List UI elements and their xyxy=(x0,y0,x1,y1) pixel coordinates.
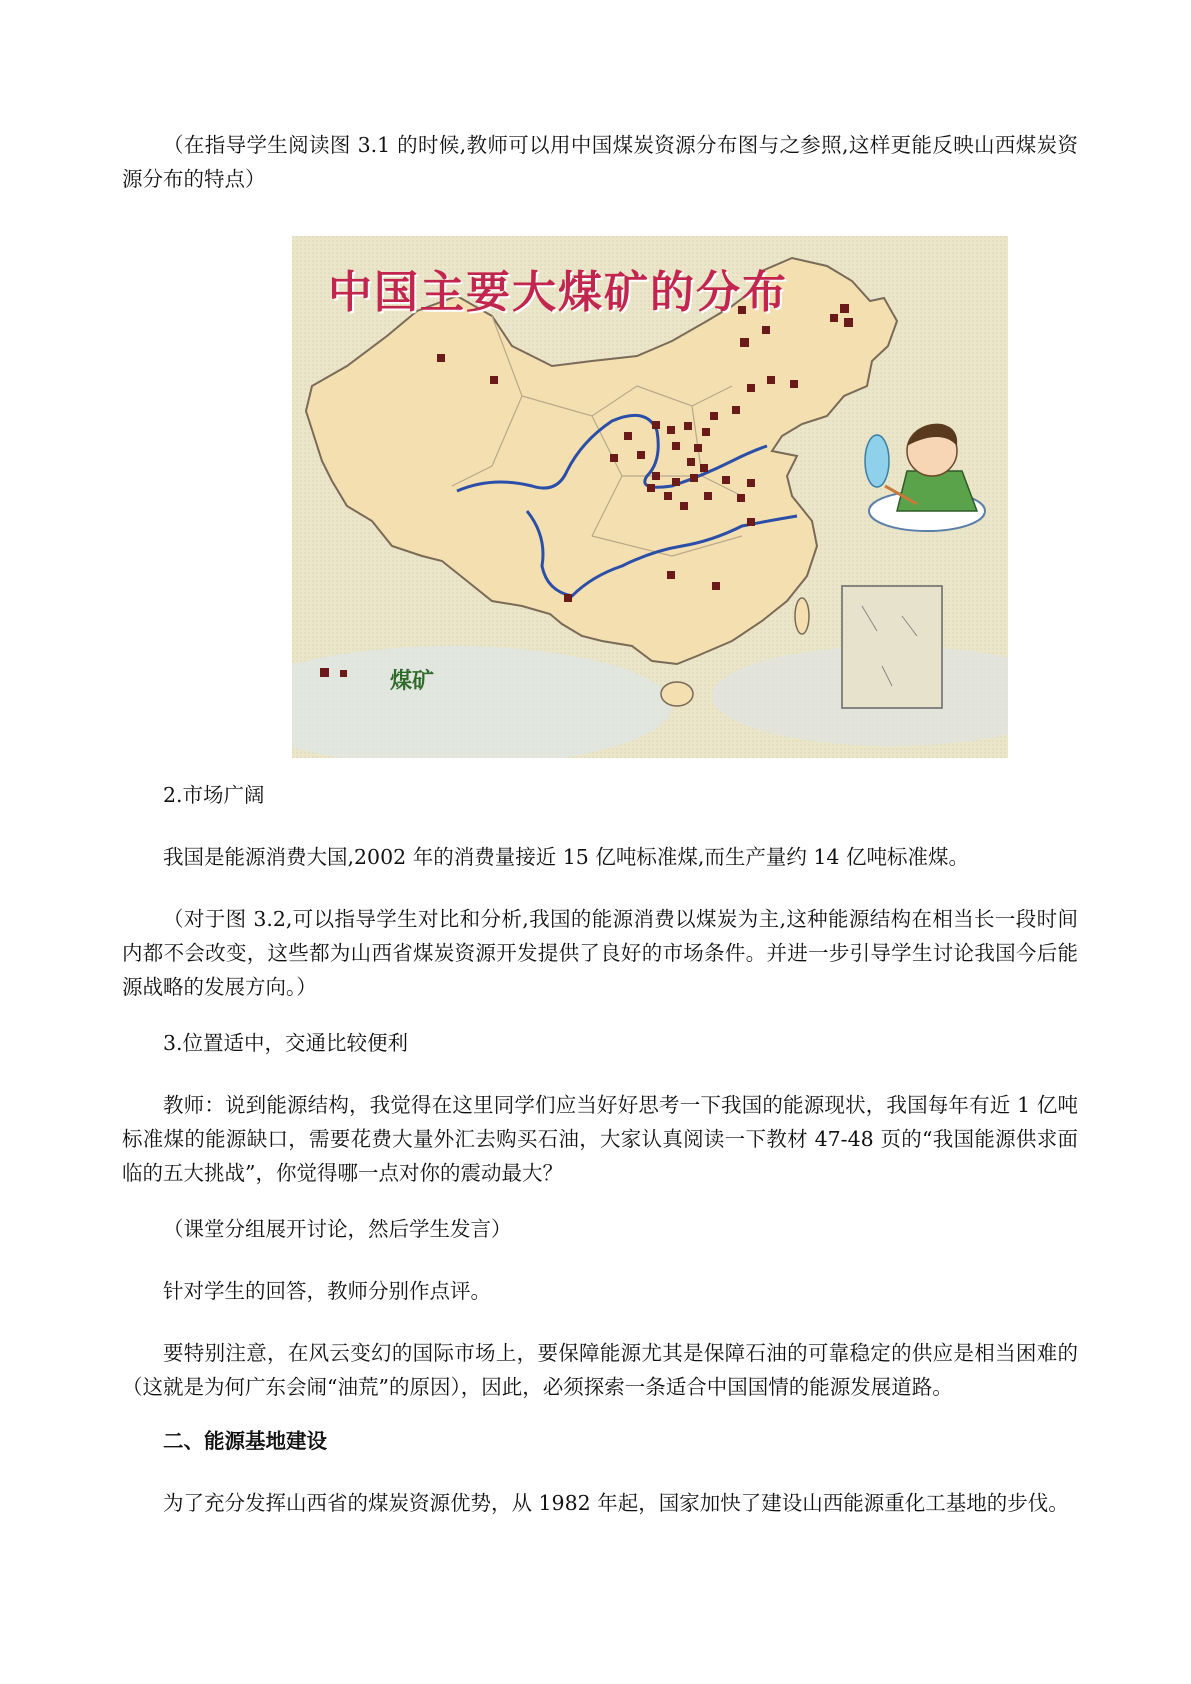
intro-note-paragraph: （在指导学生阅读图 3.1 的时候,教师可以用中国煤炭资源分布图与之参照,这样更能反映山西煤炭资源分布的特点） xyxy=(122,133,1078,191)
oil-supply-paragraph: 要特别注意，在风云变幻的国际市场上，要保障能源尤其是保障石油的可靠稳定的供应是相当困难的（这就是为何广东会闹“油荒”的原因），因此，必须探索一条适合中国国情的能源发展道路。 xyxy=(122,1341,1078,1399)
group-discussion-note: （课堂分组展开讨论，然后学生发言） xyxy=(163,1217,512,1241)
taiwan-island xyxy=(795,598,809,634)
legend-label: 煤矿 xyxy=(390,669,435,694)
legend-marker-small xyxy=(340,670,347,677)
section-heading-market: 2.市场广阔 xyxy=(163,783,265,807)
hainan-island xyxy=(661,682,693,706)
coal-mine-map-figure xyxy=(292,236,1008,758)
teacher-remarks-paragraph: 教师：说到能源结构，我觉得在这里同学们应当好好思考一下我国的能源现状，我国每年有近 1 亿吨标准煤的能源缺口，需要花费大量外汇去购买石油，大家认真阅读一下教材 47-48 页的“我国能源供求面临的五大挑战”，你觉得哪一点对你的震动最大？ xyxy=(122,1093,1078,1185)
legend-marker-large xyxy=(320,668,329,677)
energy-base-paragraph: 为了充分发挥山西省的煤炭资源优势，从 1982 年起，国家加快了建设山西能源重化工基地的步伐。 xyxy=(163,1491,1069,1515)
section-heading-energy-base: 二、能源基地建设 xyxy=(163,1429,327,1453)
south-china-sea-inset xyxy=(842,586,942,708)
consumption-paragraph: 我国是能源消费大国,2002 年的消费量接近 15 亿吨标准煤,而生产量约 14 亿吨标准煤。 xyxy=(163,845,969,869)
section-heading-location: 3.位置适中，交通比较便利 xyxy=(163,1031,409,1055)
figure-note-paragraph: （对于图 3.2,可以指导学生对比和分析,我国的能源消费以煤炭为主,这种能源结构在相当长一段时间内都不会改变，这些都为山西省煤炭资源开发提供了良好的市场条件。并进一步引导学生讨论我国今后能源战略的发展方向。） xyxy=(122,907,1078,999)
teacher-comment-paragraph: 针对学生的回答，教师分别作点评。 xyxy=(163,1279,491,1303)
map-title: 中国主要大煤矿的分布 xyxy=(328,267,788,318)
